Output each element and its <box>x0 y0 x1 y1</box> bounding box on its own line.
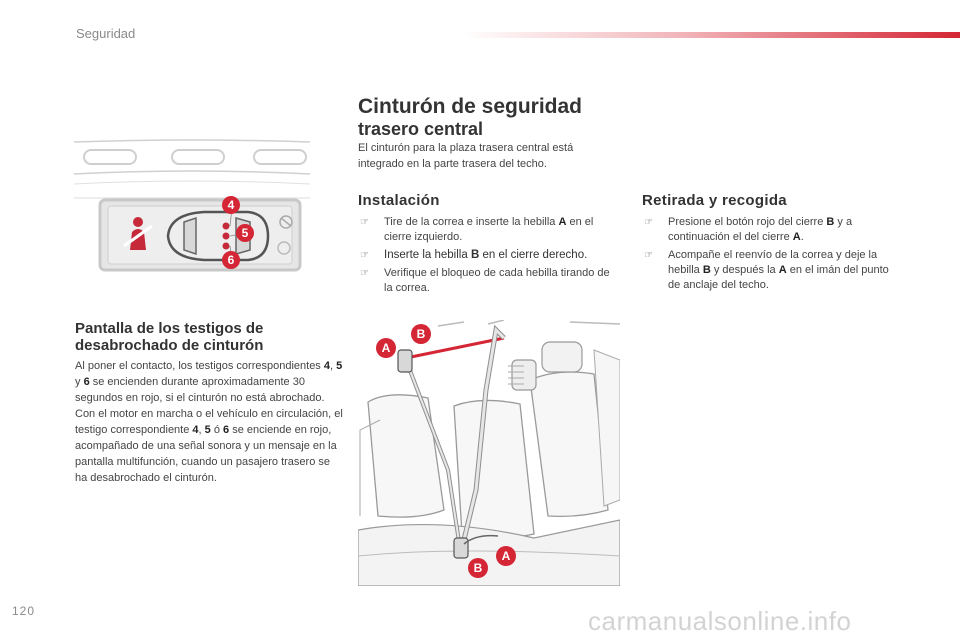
item-key: A <box>792 231 801 243</box>
main-title: Cinturón de seguridad <box>358 95 583 118</box>
watermark: carmanualsonline.info <box>588 606 852 636</box>
section-label: Seguridad <box>76 26 136 41</box>
callout-b-bottom: B <box>468 558 488 578</box>
bullet-icon: ☞ <box>644 250 653 261</box>
item-text: Verifique el bloqueo de cada hebilla tirando de la correa. <box>384 267 610 294</box>
item-key: B <box>826 216 835 228</box>
panel-body <box>75 358 345 486</box>
list-item <box>358 248 620 263</box>
item-text: y a continuación el del cierre <box>668 216 853 243</box>
dashboard-drawing <box>72 138 312 290</box>
item-text: . <box>800 231 804 243</box>
bullet-icon: ☞ <box>360 217 369 228</box>
item-text: Presione el botón rojo del cierre <box>668 216 827 228</box>
item-text: en el cierre derecho. <box>479 249 588 261</box>
bullet-icon: ☞ <box>360 268 369 279</box>
list-item <box>358 215 620 245</box>
item-key: B <box>702 264 711 276</box>
item-key: B <box>470 249 480 261</box>
removal-list <box>642 215 904 296</box>
list-item <box>358 266 620 296</box>
panel-title: Pantalla de los testigos de desabrochado de cinturón <box>75 320 264 354</box>
panel-paragraph-2: Con el motor en marcha o el vehículo en circulación, el testigo correspondiente 4, 5 ó 6 se enciende en rojo, acompañado de una señal sonora y un mensaje en la pantalla multifunción, cuando un pasajero trasero se ha desabrochado el cinturón. <box>75 408 343 484</box>
callout-a-bottom: A <box>496 546 516 566</box>
removal-heading: Retirada y recogida <box>642 192 787 209</box>
list-item <box>642 215 904 245</box>
rear-belt-illustration <box>358 320 620 586</box>
page-number: 120 <box>12 604 36 618</box>
item-text: en el imán del punto de anclaje del techo. <box>668 264 889 291</box>
list-item <box>642 248 904 293</box>
main-subtitle: trasero central <box>358 119 484 139</box>
bullet-icon: ☞ <box>644 217 653 228</box>
header-accent-bar <box>462 32 960 38</box>
item-text: y después la <box>710 264 779 276</box>
callout-4: 4 <box>222 196 240 214</box>
item-text: Inserte la hebilla <box>384 249 471 261</box>
bullet-icon: ☞ <box>360 250 369 261</box>
item-key: A <box>778 264 787 276</box>
callout-6: 6 <box>222 251 240 269</box>
item-text: Tire de la correa e inserte la hebilla <box>384 216 559 228</box>
installation-list <box>358 215 620 299</box>
item-text: Acompañe el reenvío de la correa y deje la hebilla <box>668 249 878 276</box>
callout-5: 5 <box>236 224 254 242</box>
callout-b-top: B <box>411 324 431 344</box>
rear-seat-drawing <box>358 320 620 586</box>
dashboard-illustration <box>72 138 312 290</box>
item-key: A <box>558 216 567 228</box>
installation-heading: Instalación <box>358 192 440 209</box>
item-text: en el cierre izquierdo. <box>384 216 594 243</box>
callout-a-top: A <box>376 338 396 358</box>
intro-text: El cinturón para la plaza trasera central está integrado en la parte trasera del techo. <box>358 142 574 170</box>
panel-paragraph-1: Al poner el contacto, los testigos correspondientes 4, 5 y 6 se encienden durante aproximadamente 30 segundos en rojo, si el cinturón no está abrochado. <box>75 360 343 404</box>
